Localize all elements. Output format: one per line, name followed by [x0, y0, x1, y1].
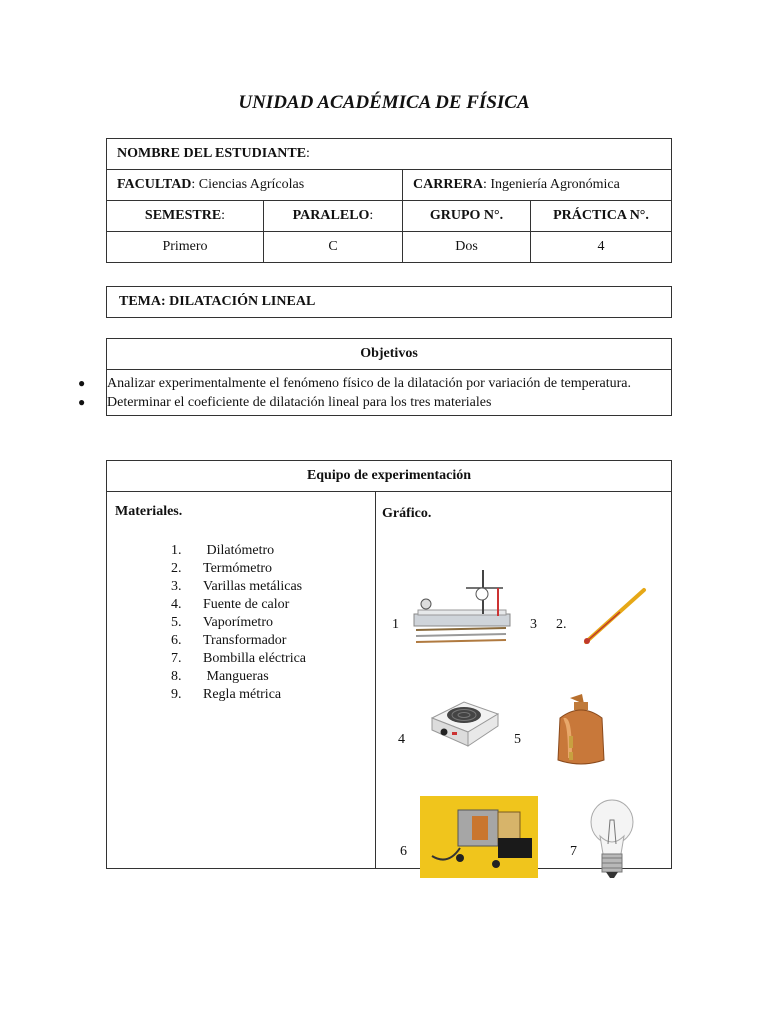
objective-item: ● Analizar experimentalmente el fenómeno físico de la dilatación por variación de temperatura.: [78, 376, 631, 391]
material-item: 3. Varillas metálicas: [171, 579, 303, 594]
faculty-cell: [107, 170, 403, 201]
material-item: 5. Vaporímetro: [171, 615, 273, 630]
semester-value: Primero: [107, 232, 264, 263]
equipment-table: [106, 460, 672, 869]
materials-title: Materiales.: [115, 504, 183, 519]
material-item: 2. Termómetro: [171, 561, 272, 576]
practice-value: 4: [531, 232, 672, 263]
material-item: 8. Mangueras: [171, 669, 269, 684]
student-name-row: [107, 139, 672, 170]
materials-list: [115, 542, 367, 704]
objectives-list: [78, 370, 672, 416]
graphic-title: Gráfico.: [382, 506, 432, 521]
figure-number: 5: [514, 732, 521, 747]
figure-number: 7: [570, 844, 577, 859]
figure-number: 1: [392, 617, 399, 632]
hot-plate-image: [428, 688, 502, 748]
group-value: Dos: [403, 232, 531, 263]
topic-table: [106, 286, 672, 318]
transformer-image: [420, 796, 538, 878]
dilatometer-image: [408, 566, 518, 646]
career-label: CARRERA: [413, 177, 483, 192]
student-name-colon: :: [306, 146, 310, 161]
vaporizer-image: [552, 688, 612, 772]
parallel-header: PARALELO:: [264, 201, 403, 232]
material-item: 4. Fuente de calor: [171, 597, 290, 612]
parallel-value: C: [264, 232, 403, 263]
figure-number: 3: [530, 617, 537, 632]
career-value: : Ingeniería Agronómica: [483, 177, 620, 192]
equipment-header: Equipo de experimentación: [107, 461, 672, 492]
career-cell: [403, 170, 672, 201]
group-header: GRUPO N°.: [403, 201, 531, 232]
objective-item: ● Determinar el coeficiente de dilatación lineal para los tres materiales: [78, 395, 492, 410]
materials-cell: [107, 492, 376, 869]
figure-number: 6: [400, 844, 407, 859]
graphic-cell: [376, 492, 672, 869]
faculty-label: FACULTAD: [117, 177, 192, 192]
bullet-icon: ●: [78, 376, 86, 390]
material-item: 6. Transformador: [171, 633, 287, 648]
student-name-label: NOMBRE DEL ESTUDIANTE: [117, 146, 307, 161]
material-item: 1. Dilatómetro: [171, 543, 275, 558]
faculty-value: : Ciencias Agrícolas: [191, 177, 305, 192]
light-bulb-image: [588, 796, 636, 882]
figure-number: 2.: [556, 617, 567, 632]
practice-header: PRÁCTICA N°.: [531, 201, 672, 232]
figure-number: 4: [398, 732, 405, 747]
material-item: 9. Regla métrica: [171, 687, 282, 702]
thermometer-image: [580, 584, 650, 648]
semester-header: SEMESTRE:: [107, 201, 264, 232]
objectives-table: [78, 338, 672, 416]
topic-title: TEMA: DILATACIÓN LINEAL: [107, 287, 672, 318]
material-item: 7. Bombilla eléctrica: [171, 651, 307, 666]
student-info-table: [106, 138, 672, 263]
bullet-icon: ●: [78, 395, 86, 409]
objectives-header: Objetivos: [107, 339, 672, 370]
page-title: UNIDAD ACADÉMICA DE FÍSICA: [238, 92, 530, 113]
